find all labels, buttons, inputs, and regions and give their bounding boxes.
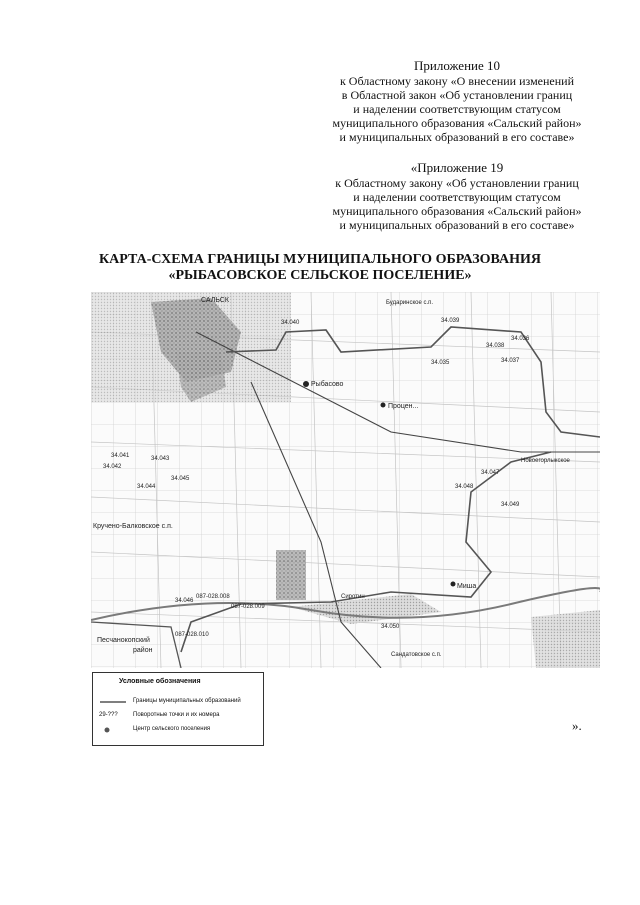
- map-label-rybasovo: Рыбасово: [311, 381, 344, 388]
- settlement-center-icon: [451, 582, 456, 587]
- point-number: 087-028.008: [196, 594, 230, 600]
- point-number: 34.047: [481, 470, 500, 476]
- legend-points-label: Поворотные точки и их номера: [133, 712, 220, 718]
- map-legend: [92, 672, 264, 746]
- boundary-map: [91, 292, 600, 668]
- point-number: 34.050: [381, 624, 400, 630]
- map-label-misha: Миша: [457, 583, 477, 590]
- map-label-northern-sp: Бударинское с.п.: [386, 300, 434, 306]
- point-number: 34.041: [111, 453, 130, 459]
- appendix-10-line: муниципального образования «Сальский район»: [332, 116, 582, 130]
- appendix-10-header: [292, 58, 622, 144]
- point-number: 34.036: [511, 336, 530, 342]
- point-number: 34.040: [281, 320, 300, 326]
- point-number: 34.039: [441, 318, 460, 324]
- map-label-raion: район: [133, 647, 153, 654]
- boundary-line-icon: [99, 697, 127, 707]
- point-number: 34.038: [486, 343, 505, 349]
- southeast-settlement-area: [531, 610, 600, 668]
- point-number: 087-028.009: [231, 604, 265, 610]
- document-title: [40, 252, 600, 284]
- map-label-sandatovskoe: Сандатовское с.п.: [391, 652, 442, 658]
- point-number: 087-028.010: [175, 632, 209, 638]
- settlement-center-icon: [99, 725, 127, 735]
- map-label-sirotkin: Сиротин: [341, 594, 365, 600]
- closing-quote-mark: ».: [572, 718, 582, 733]
- legend-row-boundary: [93, 697, 263, 709]
- map-label-novoegorlykskoe: Новоегорлыкское: [521, 458, 570, 464]
- appendix-10-line: к Областному закону «О внесении изменений: [339, 74, 575, 88]
- legend-center-label: Центр сельского поселения: [133, 726, 211, 732]
- point-number: 34.037: [501, 358, 520, 364]
- point-number: 34.045: [171, 476, 190, 482]
- legend-row-center: [93, 725, 263, 737]
- map-label-peschanokopsky: Песчанокопский: [97, 637, 150, 644]
- appendix-19-heading: «Приложение 19: [410, 160, 504, 175]
- map-label-salsk: САЛЬСК: [201, 297, 229, 304]
- appendix-10-line: и наделении соответствующим статусом: [353, 102, 561, 116]
- appendix-19-line: муниципального образования «Сальский район»: [332, 204, 582, 218]
- appendix-19-line: к Областному закону «Об установлении границ: [335, 176, 579, 190]
- map-label-krucheno-balkovskoe: Крученo-Балковское с.п.: [93, 523, 173, 530]
- appendix-19-header: [292, 160, 622, 232]
- point-number: 34.035: [431, 360, 450, 366]
- legend-point-symbol: 29-???: [99, 712, 118, 718]
- point-number: 34.048: [455, 484, 474, 490]
- settlement-center-icon: [381, 403, 386, 408]
- title-line-1: КАРТА-СХЕМА ГРАНИЦЫ МУНИЦИПАЛЬНОГО ОБРАЗОВАНИЯ: [99, 252, 541, 267]
- point-number: 34.046: [175, 598, 194, 604]
- legend-title: Условные обозначения: [119, 678, 201, 685]
- point-number: 34.042: [103, 464, 122, 470]
- legend-row-points: [93, 711, 263, 723]
- point-number: 34.044: [137, 484, 156, 490]
- appendix-19-line: и муниципальных образований в его составе»: [339, 218, 575, 232]
- legend-boundary-label: Границы муниципальных образований: [133, 698, 241, 704]
- forest-block: [276, 550, 306, 600]
- title-line-2: «РЫБАСОВСКОЕ СЕЛЬСКОЕ ПОСЕЛЕНИЕ»: [168, 268, 472, 283]
- appendix-19-line: и наделении соответствующим статусом: [353, 190, 561, 204]
- settlement-center-icon: [303, 381, 309, 387]
- map-label-protsenko: Процен...: [388, 403, 419, 410]
- point-number: 34.043: [151, 456, 170, 462]
- point-number: 34.049: [501, 502, 520, 508]
- appendix-10-line: и муниципальных образований в его составе»: [339, 130, 575, 144]
- map-svg: [91, 292, 600, 668]
- appendix-10-heading: Приложение 10: [413, 58, 501, 73]
- appendix-10-line: в Областной закон «Об установлении границ: [341, 88, 573, 102]
